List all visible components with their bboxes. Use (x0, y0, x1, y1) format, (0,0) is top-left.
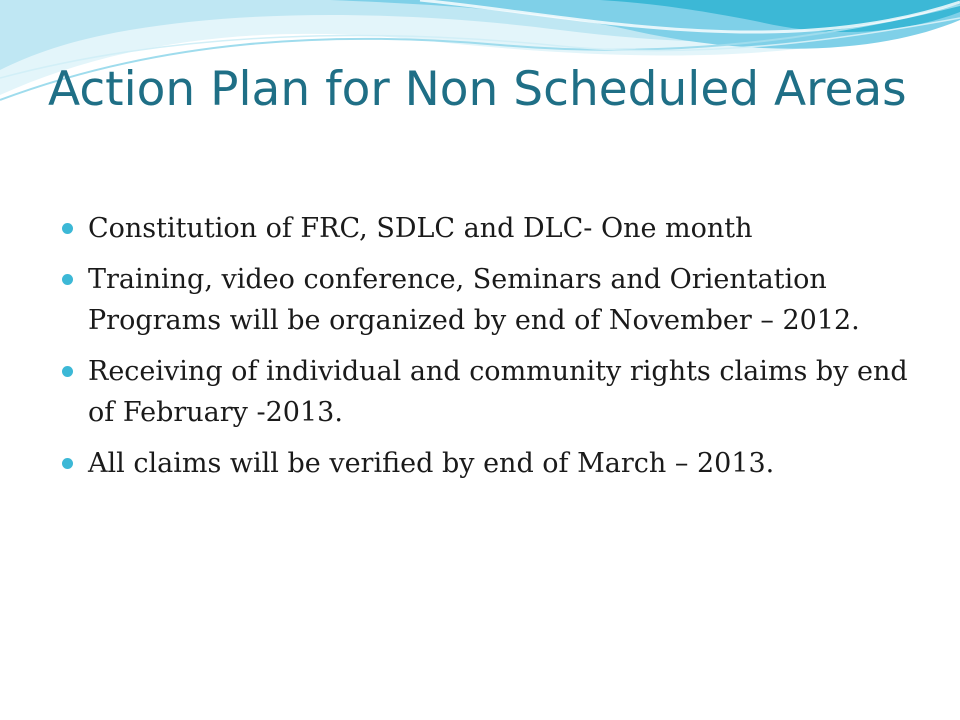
bullet-dot-icon (62, 223, 73, 234)
bullet-list (62, 208, 912, 494)
bullet-item (62, 443, 912, 484)
slide-title: Action Plan for Non Scheduled Areas (48, 62, 907, 117)
bullet-dot-icon (62, 366, 73, 377)
bullet-text: Constitution of FRC, SDLC and DLC- One month (88, 213, 753, 244)
bullet-dot-icon (62, 274, 73, 285)
bullet-item (62, 208, 912, 249)
bullet-dot-icon (62, 458, 73, 469)
bullet-text: All claims will be verified by end of March – 2013. (88, 448, 775, 479)
bullet-text: Training, video conference, Seminars and Orientation Programs will be organized by end of November – 2012. (88, 264, 860, 336)
bullet-item (62, 259, 912, 341)
bullet-text: Receiving of individual and community rights claims by end of February -2013. (88, 356, 908, 428)
bullet-item (62, 351, 912, 433)
